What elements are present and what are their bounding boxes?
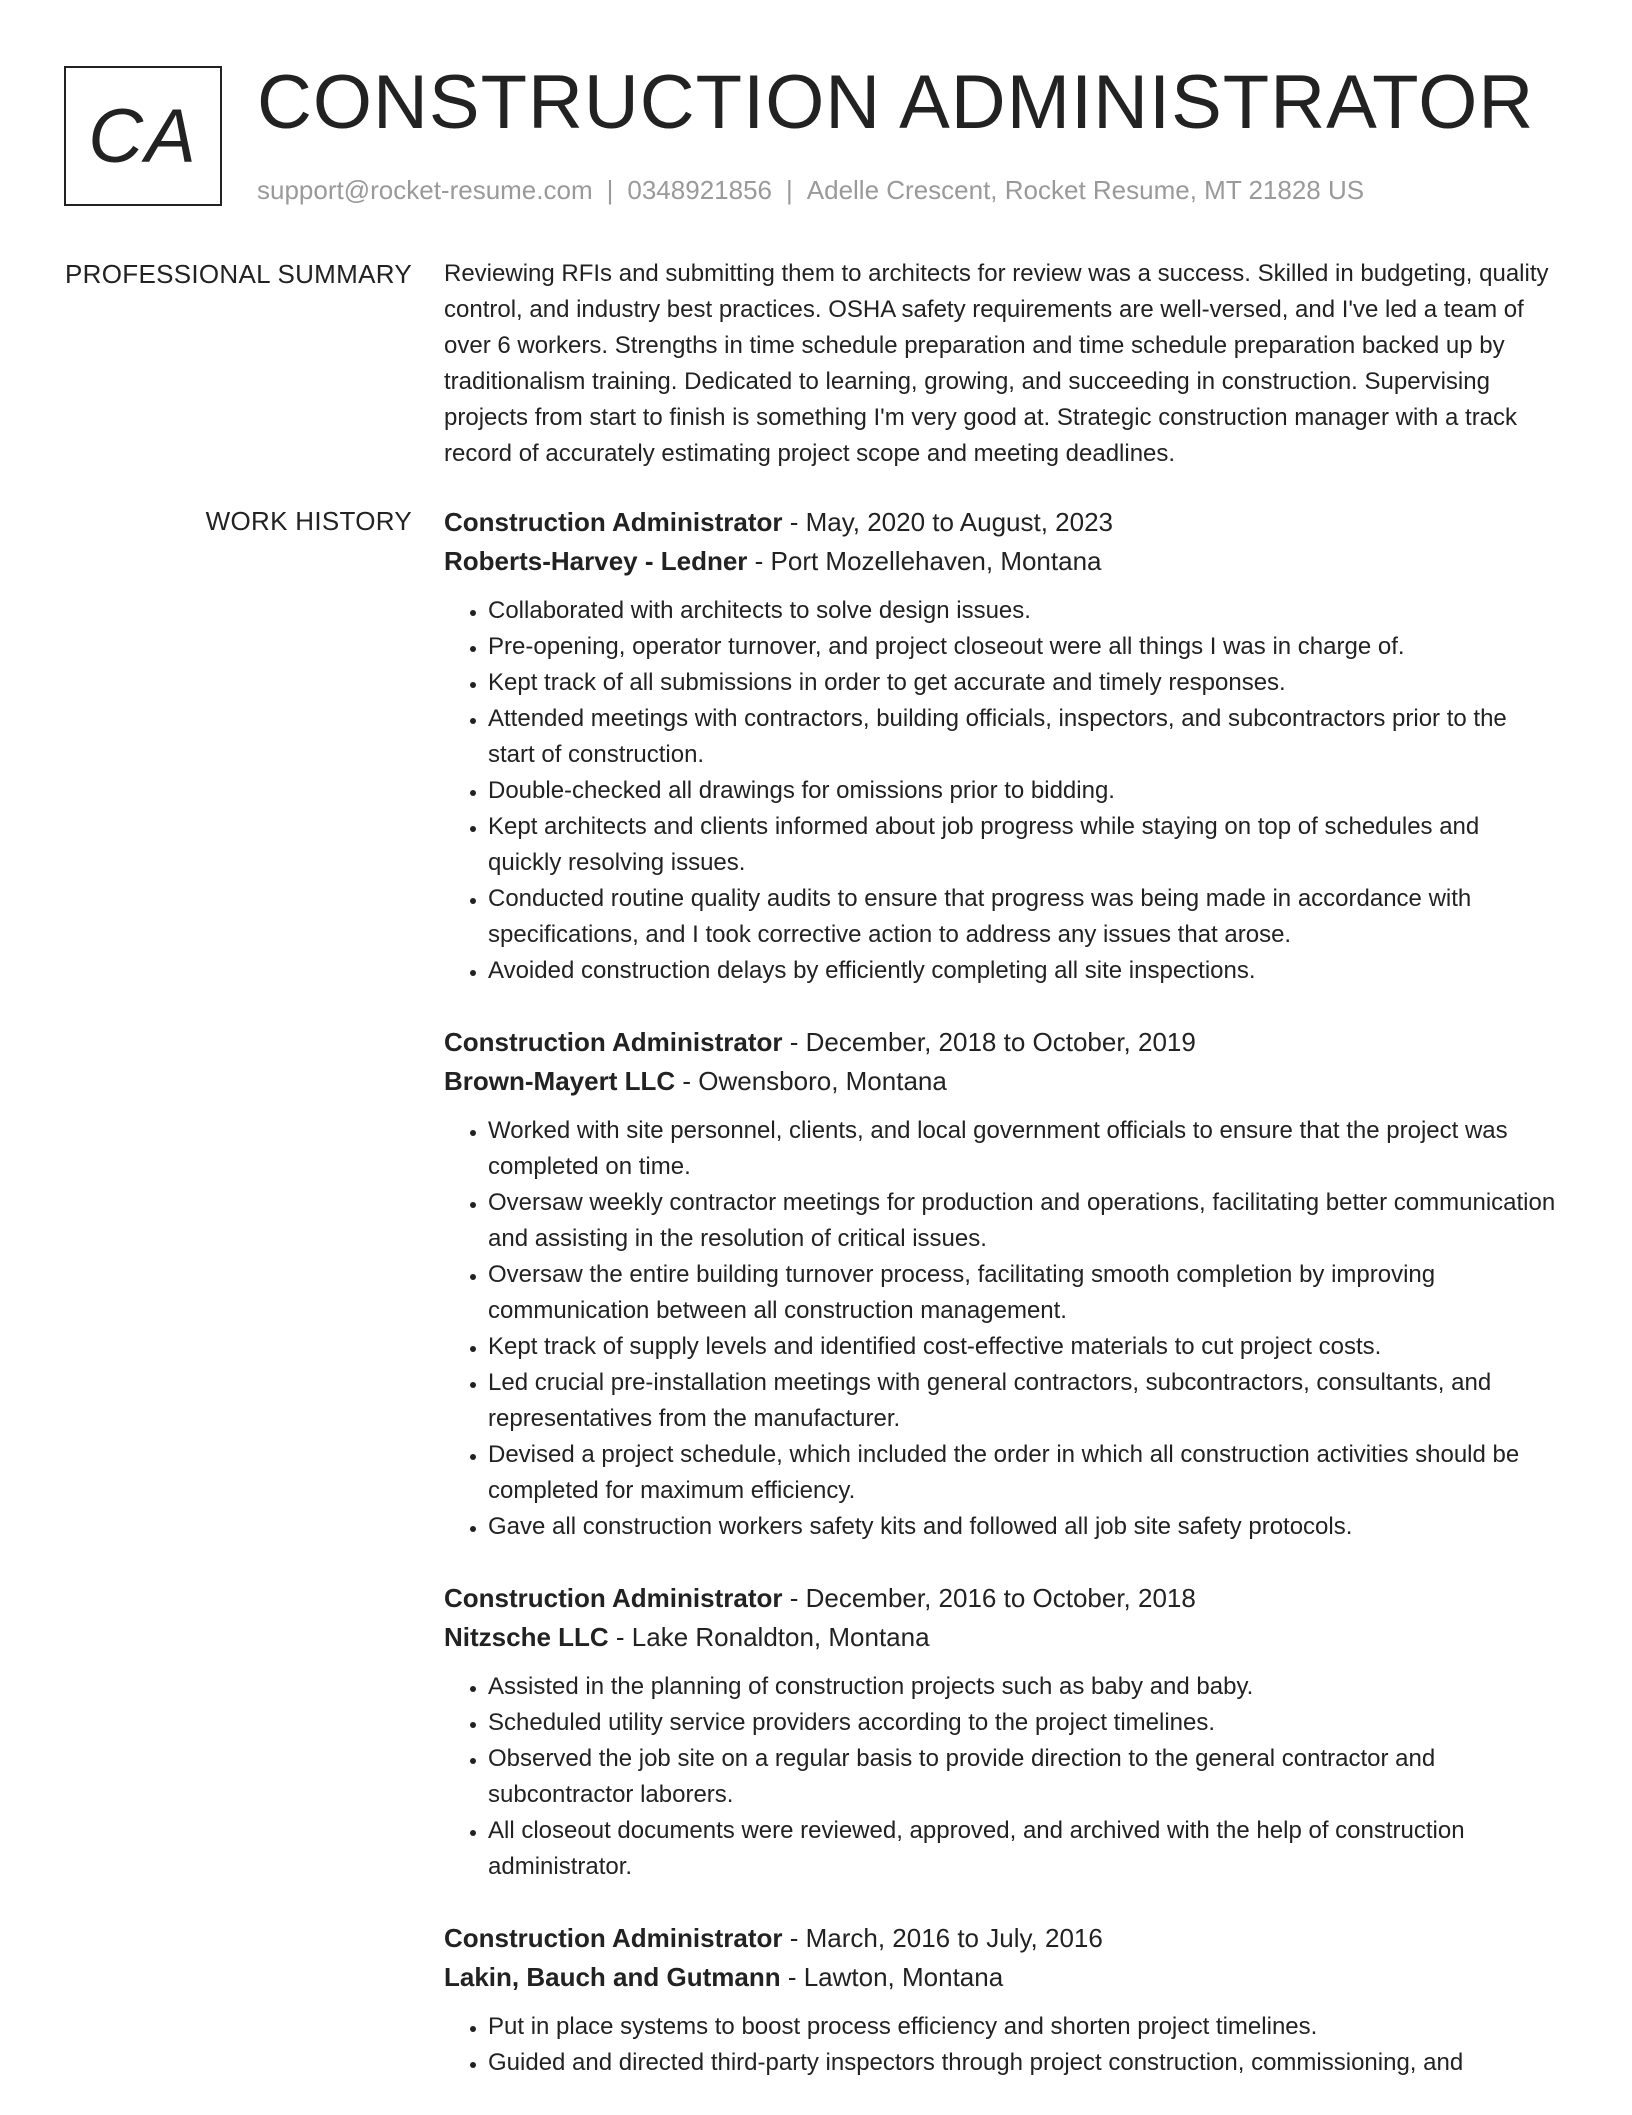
job-bullets [444, 1669, 1556, 1885]
job-bullet-item: • Devised a project schedule, which included the order in which all construction activities should be completed for maximum efficiency. [488, 1437, 1556, 1509]
job-location: - Lawton, Montana [780, 1962, 1004, 1992]
job-bullet-item: • Attended meetings with contractors, building officials, inspectors, and subcontractors prior to the start of construction. [488, 701, 1556, 773]
job-title-line [444, 1579, 1556, 1618]
job-location: - Owensboro, Montana [675, 1066, 947, 1096]
contact-line [257, 174, 1364, 206]
job-entry [444, 503, 1556, 989]
contact-separator: | [606, 175, 614, 205]
job-entry [444, 1579, 1556, 1885]
job-entry [444, 1919, 1556, 2081]
job-title: Construction Administrator [444, 1583, 783, 1613]
contact-email: support@rocket-resume.com [257, 175, 593, 205]
job-title: Construction Administrator [444, 507, 783, 537]
job-bullet-item: • Kept architects and clients informed about job progress while staying on top of schedules and quickly resolving issues. [488, 809, 1556, 881]
job-bullet-item: • Conducted routine quality audits to ensure that progress was being made in accordance with specifications, and I took corrective action to address any issues that arose. [488, 881, 1556, 953]
job-bullets [444, 1113, 1556, 1545]
job-bullet-item: • Kept track of all submissions in order to get accurate and timely responses. [488, 665, 1556, 701]
job-bullet-item: • All closeout documents were reviewed, approved, and archived with the help of construction administrator. [488, 1813, 1556, 1885]
job-dates: - May, 2020 to August, 2023 [782, 507, 1113, 537]
job-bullet-item: • Avoided construction delays by efficiently completing all site inspections. [488, 953, 1556, 989]
job-location: - Port Mozellehaven, Montana [747, 546, 1102, 576]
job-bullet-item: • Worked with site personnel, clients, and local government officials to ensure that the project was completed on time. [488, 1113, 1556, 1185]
contact-separator: | [786, 175, 793, 205]
candidate-title: CONSTRUCTION ADMINISTRATOR [257, 60, 1535, 145]
job-bullet-item: • Double-checked all drawings for omissions prior to bidding. [488, 773, 1556, 809]
job-bullet-item: • Put in place systems to boost process efficiency and shorten project timelines. [488, 2009, 1556, 2045]
job-company: Lakin, Bauch and Gutmann [444, 1962, 781, 1992]
summary-text: Reviewing RFIs and submitting them to architects for review was a success. Skilled in budgeting, quality control, and industry best practices. OSHA safety requirements are well-versed, and I've led a team of over 6 workers. Strengths in time schedule preparation and time schedule preparation backed up by traditionalism training. Dedicated to learning, growing, and succeeding in construction. Supervising projects from start to finish is something I'm very good at. Strategic construction manager with a track record of accurately estimating project scope and meeting deadlines. [444, 260, 1549, 467]
job-dates: - December, 2016 to October, 2018 [782, 1583, 1196, 1613]
job-bullet-item: • Collaborated with architects to solve design issues. [488, 593, 1556, 629]
job-company-line [444, 542, 1556, 581]
job-bullet-item: • Guided and directed third-party inspectors through project construction, commissioning, and [488, 2045, 1556, 2081]
job-bullet-item: • Kept track of supply levels and identified cost-effective materials to cut project costs. [488, 1329, 1556, 1365]
job-entry [444, 1023, 1556, 1545]
job-location: - Lake Ronaldton, Montana [608, 1622, 930, 1652]
job-bullets [444, 593, 1556, 989]
job-bullet-item: • Oversaw the entire building turnover process, facilitating smooth completion by improving communication between all construction management. [488, 1257, 1556, 1329]
job-bullet-item: • Assisted in the planning of construction projects such as baby and baby. [488, 1669, 1556, 1705]
job-bullet-item: • Led crucial pre-installation meetings with general contractors, subcontractors, consultants, and representatives from the manufacturer. [488, 1365, 1556, 1437]
job-bullets [444, 2009, 1556, 2081]
summary-body [444, 256, 1556, 472]
job-bullet-item: • Scheduled utility service providers according to the project timelines. [488, 1705, 1556, 1741]
job-company: Brown-Mayert LLC [444, 1066, 676, 1096]
job-company-line [444, 1958, 1556, 1997]
work-history-label: WORK HISTORY [205, 506, 412, 536]
job-dates: - December, 2018 to October, 2019 [782, 1027, 1196, 1057]
contact-address: Adelle Crescent, Rocket Resume, MT 21828 US [806, 175, 1365, 205]
job-bullet-item: • Observed the job site on a regular basis to provide direction to the general contractor and subcontractor laborers. [488, 1741, 1556, 1813]
contact-phone: 0348921856 [627, 175, 772, 205]
work-history-body [444, 503, 1556, 2115]
job-company: Nitzsche LLC [444, 1622, 609, 1652]
job-dates: - March, 2016 to July, 2016 [782, 1923, 1103, 1953]
job-title-line [444, 503, 1556, 542]
job-title-line [444, 1023, 1556, 1062]
job-company: Roberts-Harvey - Ledner [444, 546, 748, 576]
job-bullet-item: • Oversaw weekly contractor meetings for production and operations, facilitating better communication and assisting in the resolution of critical issues. [488, 1185, 1556, 1257]
job-bullet-item: • Gave all construction workers safety kits and followed all job site safety protocols. [488, 1509, 1556, 1545]
monogram-logo: CA [64, 66, 222, 206]
job-bullet-item: • Pre-opening, operator turnover, and project closeout were all things I was in charge of. [488, 629, 1556, 665]
job-title: Construction Administrator [444, 1027, 783, 1057]
job-title-line [444, 1919, 1556, 1958]
job-company-line [444, 1062, 1556, 1101]
job-title: Construction Administrator [444, 1923, 783, 1953]
summary-label: PROFESSIONAL SUMMARY [65, 259, 412, 289]
job-company-line [444, 1618, 1556, 1657]
